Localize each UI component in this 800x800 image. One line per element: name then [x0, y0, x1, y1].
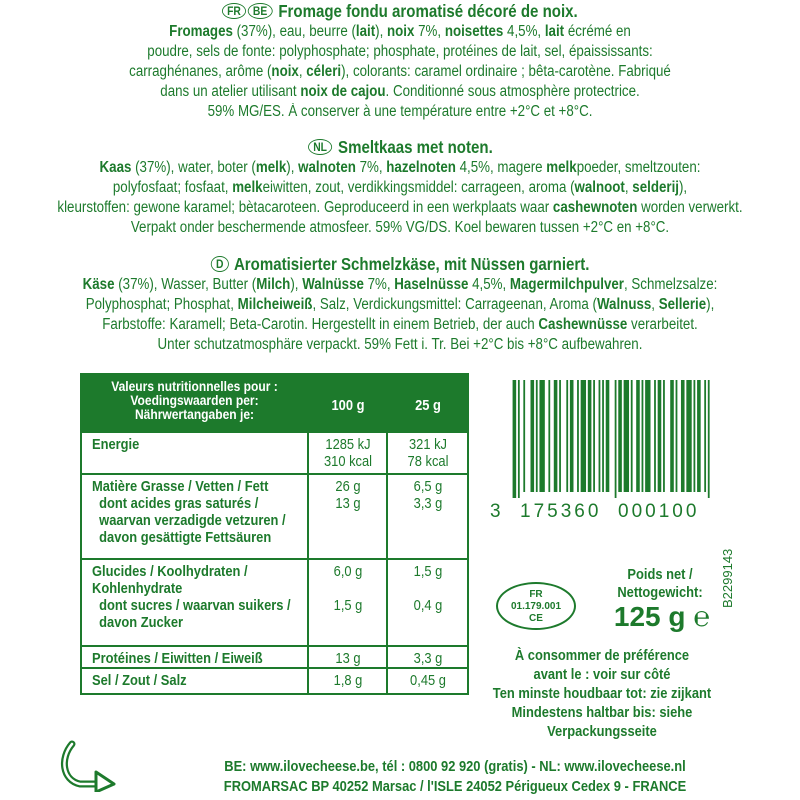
- value-per-25g: [394, 672, 463, 689]
- nutrient-label-line: Glucides / Koolhydraten /: [92, 563, 248, 580]
- net-weight-label-fr: Poids net /: [627, 566, 693, 583]
- text-segment: ),: [290, 276, 303, 293]
- text-segment: worden verwerkt.: [637, 199, 743, 216]
- nl-badge: NL: [308, 139, 332, 155]
- best-before: [472, 646, 732, 741]
- fr-line-4: [56, 82, 744, 102]
- text-segment: noix: [387, 23, 415, 40]
- text-segment: Farbstoffe: Karamell; Beta-Carotin. Hergestellt in einem Betrieb, der auch: [102, 316, 539, 333]
- fr-title: Fromage fondu aromatisé décoré de noix.: [278, 1, 578, 21]
- nutrient-value-line: 0,4 g: [413, 597, 443, 614]
- text-segment: 7%,: [355, 159, 387, 176]
- de-line-4: [56, 335, 744, 355]
- nutrient-value-line: 6,0 g: [333, 563, 363, 580]
- barcode-bar: [539, 380, 544, 492]
- nutrient-label-line: davon Zucker: [92, 614, 184, 631]
- barcode-bar: [681, 380, 685, 492]
- nutrient-label-line: dont sucres / waarvan suikers /: [92, 597, 291, 614]
- text-segment: lait: [355, 23, 376, 40]
- barcode-bar: [536, 380, 538, 492]
- barcode-bar: [704, 380, 706, 492]
- text-segment: ),: [678, 179, 688, 196]
- header-fr: Valeurs nutritionnelles pour :: [111, 378, 278, 394]
- barcode-bar: [593, 380, 595, 492]
- barcode-bar: [548, 380, 550, 492]
- text-segment: kleurstoffen: gewone karamel; bètacaroteen. Geproduceerd in een werkplaats waar: [57, 199, 553, 216]
- value-per-100g: [315, 563, 380, 614]
- health-mark: [496, 582, 576, 630]
- text-segment: cashewnoten: [552, 199, 638, 216]
- nutrient-label-line: Energie: [92, 436, 140, 453]
- text-segment: céleri: [306, 63, 342, 80]
- nutrition-table: [80, 373, 469, 695]
- text-segment: melk: [546, 159, 577, 176]
- col-100g: 100 g: [331, 397, 365, 414]
- estimated-sign-icon: ℮: [693, 601, 711, 632]
- text-segment: noisettes: [444, 23, 504, 40]
- nutrition-row: [82, 431, 467, 475]
- best-before-de-2: Verpackungsseite: [547, 723, 657, 740]
- value-per-25g: [394, 478, 463, 512]
- text-segment: (37%), Wasser, Butter (: [114, 276, 257, 293]
- text-segment: noix de cajou: [300, 83, 386, 100]
- nutrient-value-line: 13 g: [335, 495, 361, 512]
- text-segment: (37%), water, boter (: [131, 159, 256, 176]
- net-weight-label-nl: Nettogewicht:: [617, 584, 703, 601]
- fr-section: [0, 0, 800, 22]
- barcode-bar: [686, 380, 691, 492]
- value-per-100g: [315, 672, 380, 689]
- nutrient-value-line: 310 kcal: [323, 453, 373, 470]
- fr-title-line: [222, 0, 578, 22]
- barcode-bar: [694, 380, 696, 492]
- fr-line-1: [56, 22, 744, 42]
- barcode-bar: [599, 380, 601, 492]
- nutrient-label-line: Sel / Zout / Salz: [92, 672, 187, 689]
- fr-line-3: [56, 62, 744, 82]
- nl-line-3: [56, 198, 744, 218]
- value-per-100g: [315, 478, 380, 512]
- nutrition-header-label: [98, 379, 292, 421]
- nutrient-value-line: 13 g: [335, 650, 361, 667]
- text-segment: poeder, smeltzouten:: [576, 159, 701, 176]
- text-segment: Haselnüsse: [394, 276, 469, 293]
- nutrition-header: [82, 375, 467, 431]
- text-segment: Käse: [82, 276, 115, 293]
- nl-section: [0, 136, 800, 158]
- barcode: [509, 380, 715, 498]
- fr-line-5: [56, 102, 744, 122]
- nutrient-value-line: 0,45 g: [410, 672, 446, 689]
- text-segment: écrémé en: [564, 23, 631, 40]
- be-badge: BE: [248, 3, 273, 19]
- nutrition-row: [82, 667, 467, 695]
- barcode-bar: [670, 380, 674, 492]
- text-segment: melk: [255, 159, 287, 176]
- nutrient-value-line: 3,3 g: [413, 650, 443, 667]
- header-de: Nährwertangaben je:: [134, 406, 255, 422]
- nutrient-label-line: waarvan verzadigde vetzuren /: [92, 512, 286, 529]
- text-segment: Walnuss: [596, 296, 652, 313]
- text-segment: ),: [706, 296, 715, 313]
- nutrient-value-line: 3,3 g: [413, 495, 443, 512]
- nutrient-value-line: 1,5 g: [333, 597, 363, 614]
- nutrient-value-line: 26 g: [335, 478, 361, 495]
- nutrient-value-line: 321 kJ: [408, 436, 448, 453]
- nutrient-value-line: 1285 kJ: [325, 436, 371, 453]
- de-line-4-text: Unter schutzatmosphäre verpackt. 59% Fett i. Tr. Bei +2°C bis +8°C aufbewahren.: [157, 336, 643, 353]
- text-segment: Milcheiweiß: [237, 296, 313, 313]
- barcode-bar: [663, 380, 665, 492]
- barcode-bar: [606, 380, 610, 492]
- footer-address: FROMARSAC BP 40252 Marsac / l'ISLE 24052 Périgueux Cedex 9 - FRANCE: [223, 778, 687, 795]
- de-text: [0, 275, 800, 355]
- text-segment: 7%,: [414, 23, 445, 40]
- col-25g: 25 g: [415, 397, 441, 414]
- health-mark-country: FR: [529, 589, 543, 600]
- net-weight-label: [608, 566, 711, 602]
- barcode-digits-right: 000100: [618, 501, 700, 522]
- text-segment: carraghénanes, arôme (: [129, 63, 272, 80]
- text-segment: walnoot: [574, 179, 625, 196]
- value-per-25g: [394, 436, 463, 470]
- text-segment: , Salz, Verdickungsmittel: Carrageenan, Aroma (: [312, 296, 597, 313]
- text-segment: verarbeitet.: [627, 316, 698, 333]
- text-segment: 4,5%,: [503, 23, 545, 40]
- value-per-100g: [315, 436, 380, 470]
- text-segment: noix: [271, 63, 299, 80]
- de-title: Aromatisierter Schmelzkäse, mit Nüssen garniert.: [233, 254, 590, 274]
- text-segment: Fromages: [169, 23, 233, 40]
- text-segment: 4,5%,: [468, 276, 510, 293]
- nl-line-1: [56, 158, 744, 178]
- nl-title-line: [308, 136, 493, 158]
- nutrition-row: [82, 558, 467, 647]
- nl-line-4-text: Verpakt onder beschermende atmosfeer. 59% VG/DS. Koel bewaren tussen +2°C en +8°C.: [130, 219, 670, 236]
- nl-line-2: [56, 178, 744, 198]
- batch-code: B2299143: [720, 548, 735, 608]
- text-segment: lait: [544, 23, 565, 40]
- nutrient-value-line: 1,5 g: [413, 563, 443, 580]
- fr-line-2-text: poudre, sels de fonte: polyphosphate; phosphate, protéines de lait, sel, épaississants:: [147, 43, 653, 60]
- nutrient-label: [92, 672, 187, 689]
- value-per-100g: [315, 650, 380, 667]
- barcode-bar: [676, 380, 678, 492]
- text-segment: ), colorants: caramel ordinaire ; bêta-carotène. Fabriqué: [341, 63, 671, 80]
- barcode-bar: [581, 380, 586, 492]
- nutrient-label-line: davon gesättigte Fettsäuren: [92, 529, 272, 546]
- nutrient-value-line: [394, 580, 463, 597]
- text-segment: ,: [624, 179, 633, 196]
- text-segment: selderij: [632, 179, 679, 196]
- text-segment: Polyphosphat; Phosphat,: [85, 296, 238, 313]
- header-nl: Voedingswaarden per:: [130, 392, 259, 408]
- best-before-de-1: Mindestens haltbar bis: siehe: [511, 704, 693, 721]
- nutrient-label: [92, 563, 291, 631]
- nl-title: Smeltkaas met noten.: [337, 137, 493, 157]
- nutrient-value-line: 1,8 g: [333, 672, 363, 689]
- barcode-bar: [654, 380, 656, 492]
- barcode-digits-left: 175360: [520, 501, 602, 522]
- net-weight-value: 125 g: [613, 601, 686, 632]
- nutrition-row: [82, 645, 467, 669]
- barcode-bar: [631, 380, 633, 492]
- barcode-bar: [636, 380, 640, 492]
- de-title-line: [211, 253, 590, 275]
- barcode-bar: [523, 380, 525, 492]
- barcode-bar: [645, 380, 650, 492]
- de-line-2: [56, 295, 744, 315]
- nutrient-value-line: 6,5 g: [413, 478, 443, 495]
- text-segment: ),: [286, 159, 299, 176]
- fr-badge: FR: [222, 3, 246, 19]
- barcode-bar: [615, 380, 617, 498]
- text-segment: 4,5%, magere: [455, 159, 547, 176]
- nutrient-label: [92, 478, 286, 546]
- barcode-bar: [624, 380, 629, 492]
- barcode-bar: [708, 380, 710, 498]
- fr-line-5-text: 59% MG/ES. À conserver à une température entre +2°C et +8°C.: [207, 103, 593, 120]
- text-segment: walnoten: [298, 159, 356, 176]
- footer-web: BE: www.ilovecheese.be, tél : 0800 92 920 (gratis) - NL: www.ilovecheese.nl: [224, 758, 686, 775]
- de-section: [0, 253, 800, 275]
- nutrient-value-line: 78 kcal: [407, 453, 449, 470]
- text-segment: ),: [375, 23, 388, 40]
- barcode-bar: [618, 380, 622, 492]
- de-badge: D: [211, 256, 229, 272]
- text-segment: ,: [298, 63, 307, 80]
- value-per-25g: [394, 650, 463, 667]
- barcode-bar: [602, 380, 604, 492]
- barcode-bar: [566, 380, 568, 492]
- net-weight: [602, 601, 722, 633]
- de-line-3: [56, 315, 744, 335]
- barcode-bar: [513, 380, 517, 498]
- nutrient-label-line: dont acides gras saturés /: [92, 495, 259, 512]
- text-segment: eiwitten, zout, verdikkingsmiddel: carrageen, aroma (: [262, 179, 575, 196]
- barcode-bar: [559, 380, 561, 492]
- health-mark-ce: CE: [529, 613, 543, 624]
- barcode-bar: [530, 380, 534, 492]
- text-segment: Kaas: [99, 159, 132, 176]
- nl-line-4: [56, 218, 744, 238]
- text-segment: Milch: [256, 276, 291, 293]
- text-segment: (37%), eau, beurre (: [232, 23, 356, 40]
- barcode-bar: [588, 380, 592, 492]
- nutrient-label-line: Protéines / Eiwitten / Eiweiß: [92, 650, 263, 667]
- text-segment: . Conditionné sous atmosphère protectrice.: [385, 83, 640, 100]
- nutrient-value-line: [315, 580, 380, 597]
- footer: [110, 757, 800, 797]
- best-before-nl: Ten minste houdbaar tot: zie zijkant: [492, 685, 712, 702]
- nutrition-row: [82, 473, 467, 560]
- nl-text: [0, 158, 800, 238]
- text-segment: 7%,: [363, 276, 395, 293]
- value-per-25g: [394, 563, 463, 614]
- best-before-fr-1: À consommer de préférence: [514, 647, 690, 664]
- text-segment: dans un atelier utilisant: [160, 83, 301, 100]
- text-segment: ,: [651, 296, 659, 313]
- text-segment: hazelnoten: [386, 159, 456, 176]
- barcode-bar: [697, 380, 701, 492]
- nutrient-label: [92, 650, 263, 667]
- fr-line-2: [56, 42, 744, 62]
- barcode-bar: [658, 380, 662, 492]
- best-before-fr-2: avant le : voir sur côté: [533, 666, 671, 683]
- fr-text: [0, 22, 800, 122]
- text-segment: melk: [232, 179, 263, 196]
- barcode-bar: [577, 380, 579, 492]
- text-segment: Cashewnüsse: [538, 316, 628, 333]
- text-segment: Walnüsse: [302, 276, 364, 293]
- barcode-digit-first: 3: [490, 501, 502, 522]
- nutrient-label-line: Matière Grasse / Vetten / Fett: [92, 478, 269, 495]
- barcode-bar: [554, 380, 558, 492]
- de-line-1: [56, 275, 744, 295]
- barcode-bar: [570, 380, 574, 492]
- barcode-bar: [642, 380, 644, 492]
- nutrient-label-line: Kohlenhydrate: [92, 580, 183, 597]
- barcode-bar: [518, 380, 520, 498]
- health-mark-number: 01.179.001: [510, 601, 562, 612]
- text-segment: , Schmelzsalze:: [623, 276, 718, 293]
- text-segment: Magermilchpulver: [509, 276, 624, 293]
- text-segment: polyfosfaat; fosfaat,: [112, 179, 233, 196]
- text-segment: Sellerie: [658, 296, 707, 313]
- nutrient-label: [92, 436, 139, 453]
